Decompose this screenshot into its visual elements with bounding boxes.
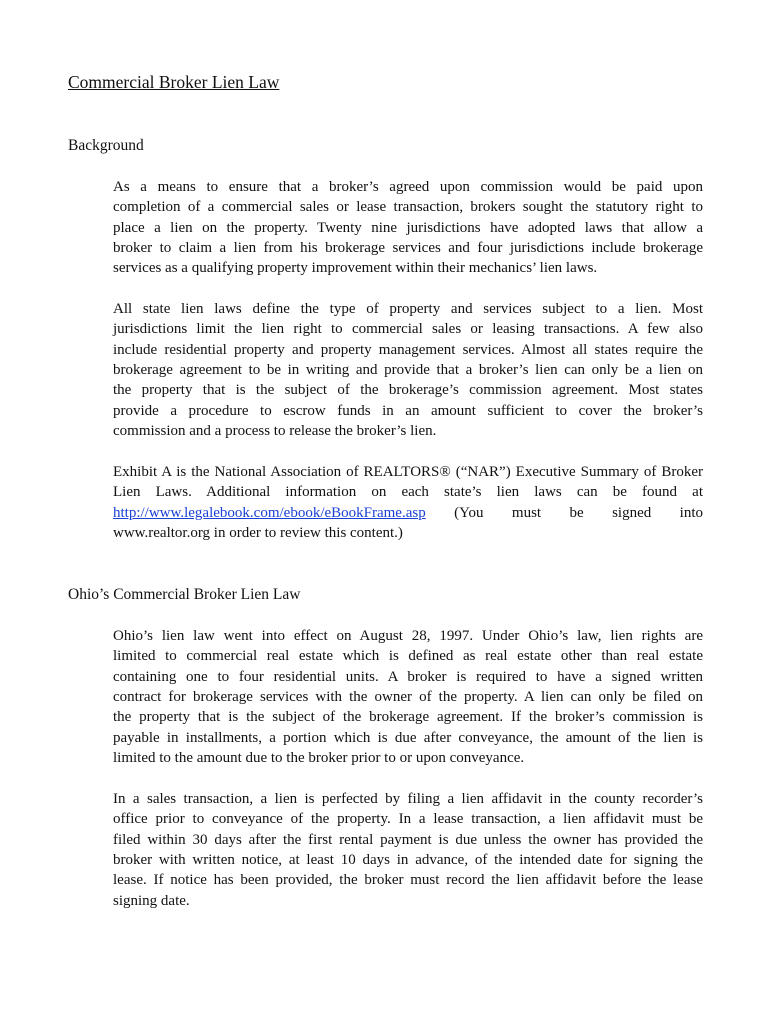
text-line: broker with written notice, at least 10 days in advance, of the intended date for signing the bbox=[113, 852, 703, 869]
text-line: completion of a commercial sales or lease transaction, brokers sought the statutory right to bbox=[113, 199, 703, 216]
paragraph bbox=[113, 299, 703, 441]
text-line: office prior to conveyance of the property. In a lease transaction, a lien affidavit must be bbox=[113, 811, 703, 828]
text-line: All state lien laws define the type of property and services subject to a lien. Most bbox=[113, 301, 703, 317]
text-line: Exhibit A is the National Association of REALTORS® (“NAR”) Executive Summary of Broker bbox=[113, 464, 703, 480]
text-line: jurisdictions limit the lien right to commercial sales or leasing transactions. A few also bbox=[113, 321, 703, 338]
text-line: lease. If notice has been provided, the broker must record the lien affidavit before the lease bbox=[113, 872, 703, 889]
paragraph bbox=[113, 626, 703, 768]
text-line: signing date. bbox=[113, 892, 190, 909]
text-line: In a sales transaction, a lien is perfected by filing a lien affidavit in the county recorder’s bbox=[113, 791, 703, 807]
text-line: provide a procedure to escrow funds in an amount sufficient to cover the broker’s bbox=[113, 402, 703, 419]
text-line: payable in installments, a portion which is due after conveyance, the amount of the lien is bbox=[113, 729, 703, 746]
text-segment: (You must be signed into bbox=[454, 504, 704, 521]
text-line: include residential property and property management services. Almost all states require the bbox=[113, 341, 703, 358]
paragraph bbox=[113, 177, 703, 279]
section-heading-background: Background bbox=[68, 137, 144, 154]
text-line: www.realtor.org in order to review this content.) bbox=[113, 525, 403, 542]
exhibit-paragraph bbox=[113, 462, 703, 543]
text-line: the property that is the subject of the brokerage agreement. If the broker’s commission is bbox=[113, 709, 703, 726]
text-line: commission and a process to release the broker’s lien. bbox=[113, 423, 437, 440]
text-line: limited to commercial real estate which is defined as real estate other than real estate bbox=[113, 648, 703, 665]
legalebook-link[interactable]: http://www.legalebook.com/ebook/eBookFrame.asp bbox=[113, 504, 426, 521]
text-line: the property that is the subject of the brokerage’s commission agreement. Most states bbox=[113, 382, 703, 399]
text-line: containing one to four residential units. A broker is required to have a signed written bbox=[113, 668, 703, 685]
text-line: contract for brokerage services with the owner of the property. A lien can only be filed on bbox=[113, 689, 703, 706]
text-line: services as a qualifying property improvement within their mechanics’ lien laws. bbox=[113, 260, 598, 277]
text-line: broker to claim a lien from his brokerage services and four jurisdictions include brokerage bbox=[113, 240, 703, 257]
section-heading-ohio: Ohio’s Commercial Broker Lien Law bbox=[68, 586, 301, 603]
text-line: limited to the amount due to the broker prior to or upon conveyance. bbox=[113, 750, 525, 767]
text-line: place a lien on the property. Twenty nine jurisdictions have adopted laws that allow a bbox=[113, 219, 703, 236]
text-line: As a means to ensure that a broker’s agreed upon commission would be paid upon bbox=[113, 179, 703, 195]
text-line: brokerage agreement to be in writing and provide that a broker’s lien can only be a lien on bbox=[113, 362, 703, 379]
text-line: filed within 30 days after the first rental payment is due unless the owner has provided the bbox=[113, 831, 703, 848]
text-line bbox=[113, 503, 703, 523]
text-line: Lien Laws. Additional information on each state’s lien laws can be found at bbox=[113, 484, 703, 501]
text-line: Ohio’s lien law went into effect on August 28, 1997. Under Ohio’s law, lien rights are bbox=[113, 628, 703, 644]
paragraph bbox=[113, 789, 703, 911]
document-title: Commercial Broker Lien Law bbox=[68, 72, 280, 92]
